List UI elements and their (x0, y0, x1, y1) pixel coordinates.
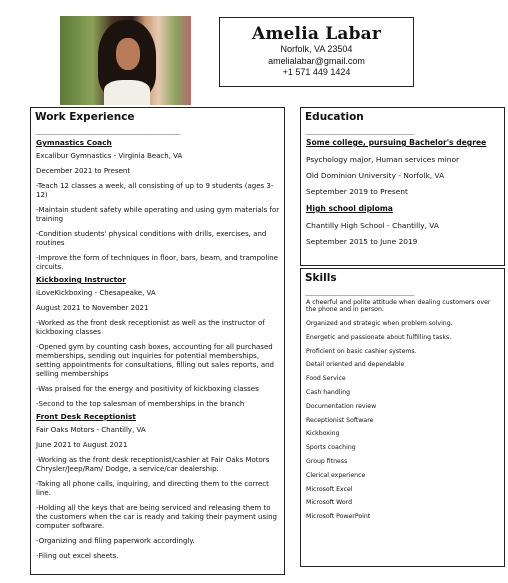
skill-item: Detail oriented and dependable (306, 361, 405, 369)
job-title: Front Desk Receptionist (36, 412, 136, 421)
skill-item: Group fitness (306, 457, 348, 465)
job-bullet: -Was praised for the energy and positivity of kickboxing classes (36, 385, 259, 393)
job-bullet: -Condition students' physical conditions with drills, exercises, and routines (36, 230, 267, 247)
job-title: Kickboxing Instructor (36, 275, 126, 284)
school-name: Old Dominion University - Norfolk, VA (306, 171, 445, 180)
job-bullet: -Second to the top salesman of memberships in the branch (36, 400, 245, 408)
job-bullet: -Maintain student safety while operating and using gym materials for training (36, 206, 280, 223)
school-name: Chantilly High School - Chantilly, VA (306, 221, 439, 230)
photo-face (116, 38, 140, 70)
skill-item: Proficient on basic cashier systems. (306, 347, 417, 355)
skills-section (300, 268, 505, 567)
job-bullet: -Improve the form of techniques in floor, bars, beam, and trampoline circuits. (36, 254, 278, 271)
job-bullet: -Opened gym by counting cash boxes, accounting for all purchased memberships, sending out inquiries for potential memberships, setting appointments for consultations, filling out sales reports, and selling memberships (36, 343, 274, 378)
job-bullet: -Filing out excel sheets. (36, 552, 119, 560)
skills-title: Skills (305, 272, 337, 284)
job-dates: December 2021 to Present (36, 167, 131, 175)
job-company: Excalibur Gymnastics - Virginia Beach, VA (36, 152, 183, 160)
job-bullet: -Organizing and filing paperwork accordingly. (36, 537, 195, 545)
photo-shirt (104, 80, 150, 105)
skill-item: Documentation review (306, 402, 377, 410)
education-section (300, 107, 505, 266)
skill-item: Microsoft Excel (306, 485, 353, 493)
skill-item: Cash handling (306, 388, 351, 396)
job-bullet: -Taking all phone calls, inquiring, and directing them to the correct line. (36, 480, 269, 497)
section-divider: ____________________________________ (305, 127, 414, 135)
section-divider: ________________________________________________ (35, 127, 180, 135)
job-title: Gymnastics Coach (36, 138, 112, 147)
job-bullet: -Holding all the keys that are being serviced and releasing them to the customers when the car is ready and taking their payment using computer software. (36, 504, 277, 530)
address: Norfolk, VA 23504 (280, 44, 353, 54)
skill-item: Clerical experience (306, 471, 366, 479)
person-name: Amelia Labar (251, 24, 382, 44)
skill-item: Organized and strategic when problem solving. (306, 320, 453, 327)
section-divider: ____________________________________ (305, 288, 414, 296)
degree-title: High school diploma (306, 204, 393, 213)
skill-item: Kickboxing (306, 430, 340, 438)
education-dates: September 2019 to Present (306, 187, 408, 196)
skill-item: Microsoft Word (306, 499, 353, 507)
degree-title: Some college, pursuing Bachelor's degree (306, 138, 487, 147)
contact-header (219, 17, 414, 87)
skill-item: Food Service (306, 375, 346, 383)
profile-photo (60, 16, 191, 105)
email: amelialabar@gmail.com (268, 55, 365, 66)
work-experience-section (30, 107, 285, 575)
skill-item: Microsoft PowerPoint (306, 513, 371, 521)
phone: +1 571 449 1424 (282, 67, 351, 78)
skill-item: Sports coaching (306, 444, 356, 452)
job-bullet: -Teach 12 classes a week, all consisting of up to 9 students (ages 3-12) (36, 182, 274, 199)
skill-item: Energetic and passionate about fulfilling tasks. (306, 333, 452, 341)
job-company: iLoveKickboxing - Chesapeake, VA (36, 289, 156, 297)
job-company: Fair Oaks Motors - Chantilly, VA (36, 426, 146, 434)
job-dates: August 2021 to November 2021 (36, 304, 149, 312)
education-title: Education (305, 111, 364, 123)
job-dates: June 2021 to August 2021 (36, 441, 128, 449)
job-bullet: -Working as the front desk receptionist/cashier at Fair Oaks Motors Chrysler/Jeep/Ram/ Dodge, a service/car dealership. (36, 456, 270, 473)
education-dates: September 2015 to June 2019 (306, 237, 418, 246)
skill-item: Receptionist Software (306, 416, 374, 424)
job-bullet: -Worked as the front desk receptionist as well as the instructor of kickboxing classes (36, 319, 265, 336)
work-experience-title: Work Experience (35, 111, 135, 123)
degree-major: Psychology major, Human services minor (306, 155, 460, 164)
skill-item: A cheerful and polite attitude when dealing customers over the phone and in person. (306, 299, 491, 314)
